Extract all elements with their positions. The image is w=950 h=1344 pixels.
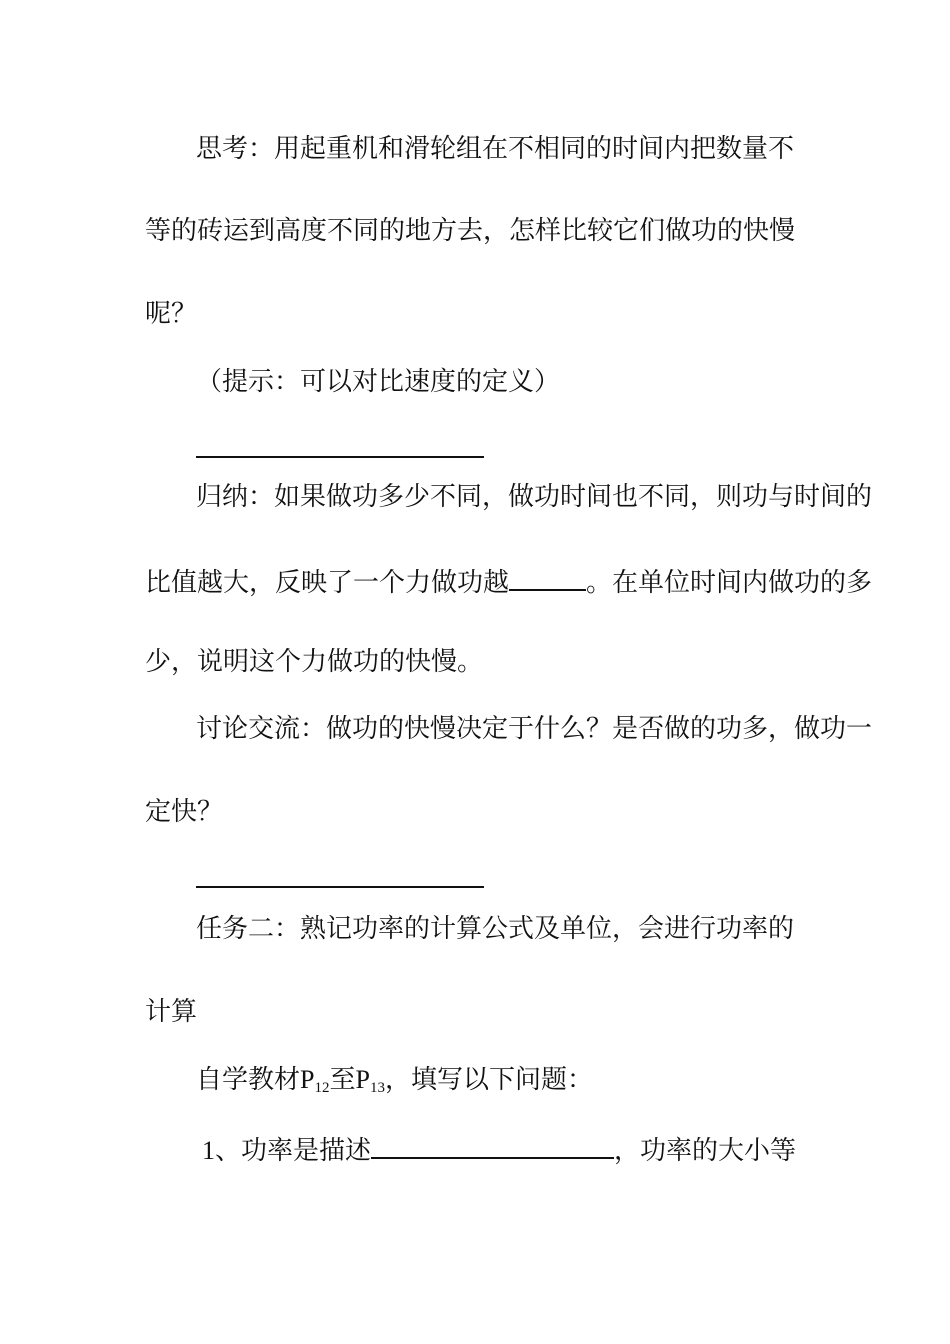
paragraph-discussion-line-2: 定快？	[145, 797, 224, 827]
summary-text-after-blank: 。在单位时间内做功的多	[586, 568, 873, 598]
paragraph-think-line-2: 等的砖运到高度不同的地方去，怎样比较它们做功的快慢	[145, 216, 796, 246]
question-text-after-blank: ，功率的大小等	[614, 1136, 797, 1166]
question-fill-blank[interactable]	[371, 1131, 614, 1159]
hint-text: （提示：可以对比速度的定义）	[196, 367, 561, 397]
paragraph-summary-line-2	[145, 563, 872, 600]
question-text-before-blank: 、功率是描述	[215, 1136, 372, 1166]
summary-text-before-blank: 比值越大，反映了一个力做功越	[145, 568, 510, 598]
paragraph-discussion-line-1: 讨论交流：做功的快慢决定于什么？是否做的功多，做功一	[196, 714, 873, 744]
page-ref-start-number: 12	[314, 1080, 330, 1096]
task-two-line-2: 计算	[145, 997, 198, 1027]
task-two-line-1: 任务二：熟记功率的计算公式及单位，会进行功率的	[196, 914, 795, 944]
question-number: 1	[202, 1136, 215, 1165]
page-ref-p-end: P	[355, 1065, 370, 1094]
self-study-to: 至	[329, 1065, 356, 1095]
page-ref-p-start: P	[300, 1065, 315, 1094]
answer-blank-line-2[interactable]	[196, 886, 484, 888]
question-one-line	[202, 1131, 796, 1168]
paragraph-summary-line-1: 归纳：如果做功多少不同，做功时间也不同，则功与时间的	[196, 482, 873, 512]
self-study-suffix: ，填写以下问题：	[384, 1065, 593, 1095]
paragraph-think-line-1: 思考：用起重机和滑轮组在不相同的时间内把数量不	[196, 134, 795, 164]
page-ref-end-number: 13	[369, 1080, 385, 1096]
paragraph-think-line-3: 呢？	[145, 299, 198, 329]
answer-blank-line-1[interactable]	[196, 456, 484, 458]
self-study-instruction	[196, 1063, 593, 1105]
paragraph-summary-line-3: 少，说明这个力做功的快慢。	[145, 647, 484, 677]
fill-in-blank[interactable]	[509, 563, 586, 591]
self-study-prefix: 自学教材	[196, 1065, 301, 1095]
